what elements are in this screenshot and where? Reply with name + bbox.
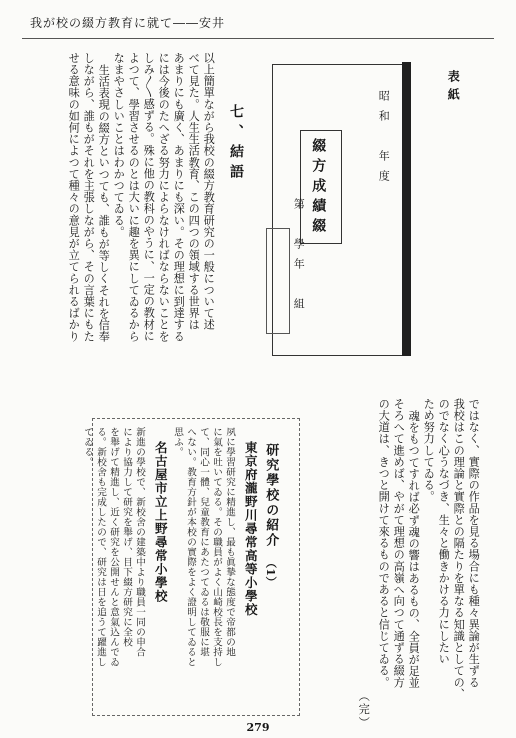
body-line: ため努力してゐる。 <box>422 398 436 503</box>
school1-line: に氣を吐いてゐる。その職員がよく山崎校長を支持し <box>211 427 222 667</box>
body-line: そろへて進めば、やがて理想の高嶺へ向つて通ずる綴方 <box>392 398 406 688</box>
body-line: あまりにも廣く、あまりにも深い。その理想に到達する <box>172 52 186 342</box>
school1-line: 思ふ。 <box>172 427 183 457</box>
figure-caption: 表紙 <box>446 70 461 106</box>
school1-line: て、同心一體、兒童教育にあたつてゐるは敬服に堪 <box>198 427 209 657</box>
running-header-title: 我が校の綴方教育に就て――安井 <box>30 16 226 30</box>
school2-line: を舉げて精進し、近く研究を公開せんと意氣込んでゐ <box>108 427 119 667</box>
body-line: 生活表現の綴方といつても、誰もが等しくそれを信奉 <box>97 64 111 343</box>
body-line: よつて、學習させるのとは大いに趣を異にしてゐるから <box>127 52 141 342</box>
page-number: 279 <box>246 721 270 734</box>
body-line: には今後のたへざる努力によらなければならないことを <box>157 52 171 342</box>
section-heading: 七、結語 <box>228 104 244 184</box>
inset-number: （1） <box>264 557 278 588</box>
cover-grade-label: 第 學年 組 <box>292 198 306 318</box>
school2-line: る。新校舍も完成したので、研究は日を追うて躍進し <box>95 427 106 667</box>
school2-line: により協力して研究を舉げ、目下綴方研究に全校 <box>121 427 132 647</box>
cover-name-field <box>266 228 290 334</box>
body-line: なまやさしいことはわかつてゐる。 <box>112 52 126 238</box>
body-line: 我校はこの理論と實際との隔たりを單なる知識としての、 <box>452 398 466 700</box>
body-line: 以上簡單ながら我校の綴方教育研究の一般について述 <box>202 52 216 331</box>
body-line: しみ〳〵感ずる。殊に他の教科のやうに、一定の教材に <box>142 52 156 342</box>
body-line: 魂をもつてすれば必ず魂の響はあるもの、全員が足並 <box>407 410 421 689</box>
school2-line: 新進の學校で、新校舍の建築中より職員一同の申合 <box>134 427 145 657</box>
body-line: ではなく、實際の作品を見る場合にも種々異論が生ずる <box>467 398 481 688</box>
header-rule <box>22 38 494 39</box>
end-mark: （完） <box>357 690 371 730</box>
body-line: のでなく心うなづき、生々と働きかける力にしたい <box>437 398 451 665</box>
school-intro-box <box>82 418 300 716</box>
running-header <box>30 14 488 32</box>
body-line: しながら、誰もがそれを主張しながら、その言葉にもた <box>82 52 96 342</box>
school2-name: 名古屋市立上野尋常小學校 <box>153 441 169 603</box>
cover-spine <box>402 62 411 356</box>
cover-book-title: 綴方成績綴 <box>310 138 327 238</box>
body-line: せる意味の如何によつて種々の意見が立てられるばかり <box>67 52 81 342</box>
school2-line: てゐる。 <box>82 427 93 467</box>
school1-line: 夙に學習研究に精進し、最も眞摯な態度で帝都の地 <box>224 427 235 657</box>
body-line: べて見た。人生生活教育、この四つの領域する世界は <box>187 52 201 331</box>
inset-title: 研究學校の紹介 <box>263 443 279 548</box>
cover-era: 昭和 年度 <box>377 90 391 190</box>
school1-line: へない。教育方針が本校の實際をよく證明してゐると <box>185 427 196 667</box>
body-line: の大道は、きつと開けて來るものであると信じてゐる。 <box>377 398 391 688</box>
school1-name: 東京府瀧野川尋常高等小學校 <box>243 441 259 617</box>
